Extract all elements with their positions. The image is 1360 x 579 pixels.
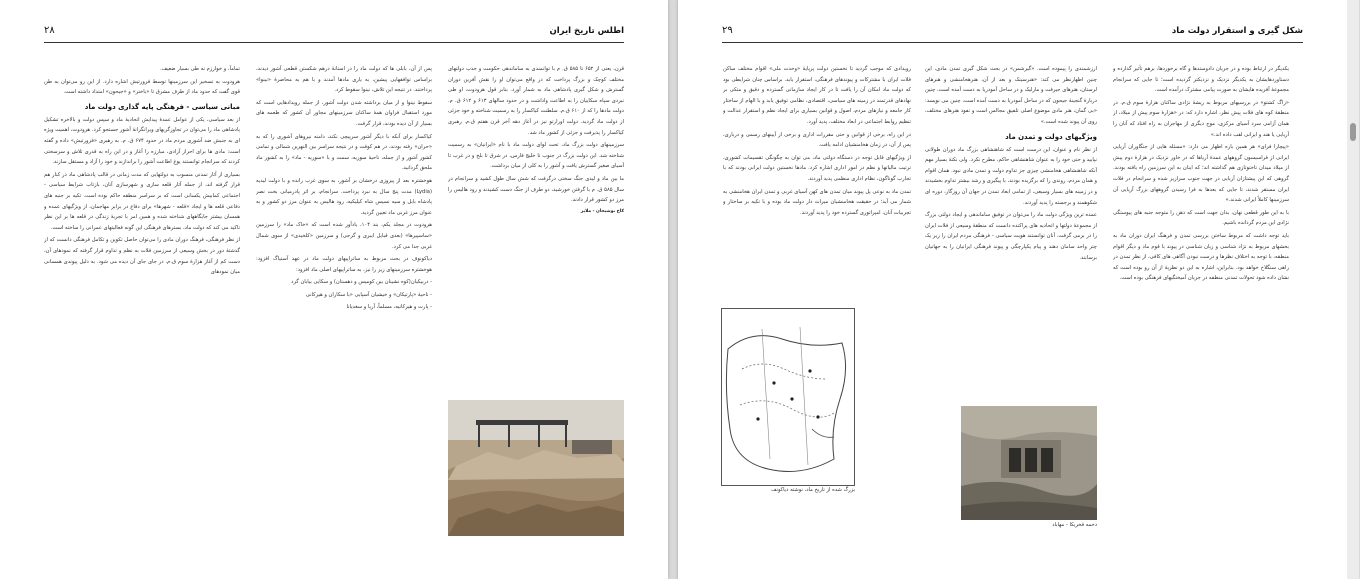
paragraph: ارزشمندی را پیموده است. «گیرشمن» در بحث شکل گیری تمدن مادی، این چنین اظهارنظر می کند: «هنرسینک و بعد از آن، هنرهخامنشی و هنرهای لرستان، هنرهای جیرفت و مارلیک و در ساحل آمودریا به دست آمده است، چنین دربارهٔ گنجینهٔ جیحون که در ساحل آمودریا به دست آمده است، چنین می نویسد: «بی گمان، هنر مادی موضوع اصلی تلفیق مجالس است و نفوذ هنرهای مختلف، روی آن پیوند شده است.» (925, 66, 1097, 125)
paragraph: هرودوت در مجلد یکم، بند ۱۰۴، یادآور شده است که «خاک ماد» را سرزمین «ساسپیرها» (بعدی قبایل ایبری و گرجی) و سرزمین «کلخیدی» از سوی شمال غربی جدا می کرد. (256, 222, 432, 250)
historical-map (721, 308, 855, 486)
paragraph: تمدن ماد به نوعی پل پیوند میان تمدن های کهن آسیای غربی و تمدن ایران هخامنشی به شمار می آید؛ در حقیقت هخامنشیان میراث دار دولت ماد بوده و با تکیه بر ساختار و تجربیات آنان، امپراتوری گسترده خود را پدید آوردند. (723, 188, 911, 216)
paragraph: کیاکسار برای آنکه با دیگر آشور سرپیچی نکند، دامنه نیروهای آشوری را که به «حران» رفته بودند، در هم کوفت و در نتیجه سراسر بین النهرین شمالی و تمامی کشور آشور و از جمله، ناحیهٔ سوریه، سمت و با «سوریه - ماد» را به کشور ماد ملحق گردانید. (256, 133, 432, 172)
paragraph: «پیچارا فرای» هر همین باره اظهار می دارد: «مسئله هایی از جنگاوران آریایی ایرانی از فراسیسون گروههای عمدهٔ آریاها که در خاور نزدیک در هزارهٔ دوم پیش از میلاد میدان تاختوتازی هم گذاشته اند؛ که اینان به این سرزمین راه یافته بودند. گروهی که این پیشتازان آریایی در جهت جنوب سرازیر شده و سرانجام در فلات ایران مستقر شدند، تا جایی که بعدها به فرا رسیدن گروههای بزرگ آریایی آن سرزمینها کاملاً ایرانی شدند.» (1113, 144, 1289, 204)
page-number: ۲۸ (44, 25, 55, 36)
header-title: شکل گیری و استقرار دولت ماد (1171, 26, 1303, 36)
paragraph: یکدیگر در ارتباط بوده و در جریان دادوستدها و گاه برخوردها، برهم تأثیر گذارده و دستاوردهایشان به یکدیگر نزدیک و نزدیکتر گردیده است؛ تا جایی که سرانجام مجموعهٔ آفریده هایشان به صورت پیامی مشترک درآمده است. (1113, 66, 1289, 94)
paragraph: هرودوت به تسخیر این سرزمینها توسط فرورتیش اشاره دارد. از این رو می‌توان به طن قوی گفت که حدود ماد از طرف مشرق تا «باختر» و «جیحون» امتداد داشته است. (44, 78, 240, 96)
paragraph: سقوط نینوا و از میان برداشته شدن دولت آشور، از جمله رویدادهایی است که مورد استقبال فراوان همهٔ ساکنان سرزمینهای مجاور آن کشور که طعمه های بسیار از آن دیده بودند، قرار گرفت. (256, 99, 432, 127)
page-header (44, 26, 624, 43)
paragraph: «زاگ کشتو» در بررسیهای مربوط به ریشهٔ نژادی ساکنان هزارهٔ سوم ق.م. در منطقهٔ کوه های فلات پیش نظر، اشاره دارد که: در «هزارهٔ سوم پیش از میلاد، از همان آزامی سرد آسیای مرکزی، موج دیگری از مهاجران به راه افتاد که آنان را آریایی یا هند و ایرانی لقب داده اند.» (1113, 99, 1289, 138)
page-header (722, 26, 1303, 43)
text-column-middle (256, 64, 432, 564)
rock-tomb-photo (961, 406, 1097, 520)
text-column-right (1113, 64, 1289, 564)
paragraph: باید توجه داشت که مربوط ساختن بررسی تمدن و فرهنگ ایران دوران ماد به بخشهای مربوط به نژاد شناسی و زبان شناسی در پیوند با قوم ماد و دیگر اقوام منطقه، با توجه به اختلاف نظرها و درست نبودن آگاهی های کافی، از نظر تمدن در راهی سنگلاخ خواهد بود. بنابراین، اشاره به این دو نظریهٔ از آن رو بوده است که نشان داده شود تحولات تمدنی منطقه در جریان آمیختگیهای فرهنگی بوده است. (1113, 232, 1289, 282)
paragraph: - دربیکیان(کوه نشینان بین کومیس و دهستان) و سکایی بیابان گرد (291, 279, 432, 286)
paragraph: رویدادی که موجب گردید تا نخستین دولت پرپایهٔ «وحدت ملی» اقوام مختلف ساکن فلات ایران با مشترکات و پیوندهای فرهنگی، استقرار یابد. براساس چنان شرایطی بود که دولت ماد امکان آن را یافت تا در کار ایجاد سازمانی گسترده و دقیق و متکی بر نهادهای قدرتمند در زمینه های سیاسی، اقتصادی، نظامی توفیق یابد و با الهام از ساختار کار جامعه و نیازهای مردم، اصول و قوانین بسیاری برای ایجاد نظم و استقرار عدالت و تنظیم روابط اجتماعی در ابعاد مختلف، پدید آورد. (723, 66, 911, 125)
text-column-left (44, 64, 240, 564)
paragraph: - ناحیهٔ «پارتیکان» و خیشیان آسپایی «با سکاران و هیرکانی (305, 291, 432, 298)
paragraph: سرزمینهای دولت بزرگ ماد، تحت لوای دولت ماد با نام «ایرانیان» به رسمیت شناخته شد. این دولت بزرگ در جنوب تا خلیج فارس، در شرق تا بلخ و در غرب تا آسیای صغیر گسترش یافت و آشور را به کلی از میان برداشت. (448, 142, 624, 170)
paragraph: از ویژگیهای قابل توجه در دستگاه دولتی ماد، می توان به چگونگی تقسیمات کشوری، ترتیب مالیاتها و نظم در امور اداری اشاره کرد. مادها نخستین دولت ایرانی بودند که با تجارب گوناگون، نظام اداری منظمی پدید آوردند. (723, 154, 911, 182)
page-number: ۲۹ (722, 25, 733, 36)
paragraph: - پارت و هیرکانیه، مسلماً، آریا و سغدیانا (346, 304, 432, 311)
ruins-image (448, 400, 624, 536)
rock-tomb-image (961, 406, 1097, 520)
paragraph: تمامآ، و خوارزم نه طی بسیار ضعیف. (160, 66, 240, 72)
right-page (678, 0, 1347, 579)
paragraph: دیاکونوف در بحث مربوط به ساتراپیهای دولت ماد در عهد آستیاگ افزود: هوخشتره سرزمینهای زیر را نیز، به ساتراپیهای اصلی ماد افزود: (256, 256, 432, 273)
header-title: اطلس تاریخ ایران (549, 26, 624, 36)
photo-caption: کاخ نوشیجان - ملایر (580, 208, 624, 214)
scrollbar-thumb[interactable] (1350, 123, 1356, 141)
photo-caption: دخمه فخریکا - مهاباد (1052, 522, 1097, 528)
paragraph: از نظر نام و عنوان، این درست است که شاهنشاهی بزرگ ماد دوران طولانی نپایید و حتی خود را به عنوان شاهنشاهی حاکم، مطرح نکرد. ولی نکتهٔ بسیار مهم آنکه شاهنشاهی هخامنشی چیزی جز تداوم دولت و تمدن مادی نبود. همان اقوام و همان مردم، روندی را که برگزیده بودند، با پیگیری و رشد بیشتر تداوم بخشیدند و در زمینه های بسیار وسیعی، از تمامی ابعاد تمدن در جهان آن روزگار، دوره ای شکوهمند و برجسته را پدید آوردند. (925, 146, 1097, 206)
vertical-scrollbar[interactable] (1347, 0, 1359, 579)
left-page (0, 0, 668, 579)
section-heading: مبانی سیاسی - فرهنگی پایه گذاری دولت ماد (84, 102, 240, 111)
paragraph: عمده ترین ویژگی دولت ماد را می‌توان در توفیق ساماندهی و ایجاد دولتی بزرگ از مجموعهٔ دولتها و اتحادیه های پراکنده دانست که منطقهٔ وسیعی از فلات ایران را در برمی گرفت. آنان توانستند هویت سیاسی - فرهنگی مردم ایران را زیر یک چتر واحد سامان دهند و پیام یکپارچگی و پیوند فرهنگی ایرانیان را به جهانیان برسانند. (925, 212, 1097, 261)
palace-ruins-photo (448, 400, 624, 536)
paragraph: بسیاری از آثار تمدنی منسوب به دولتهایی که مدت زمانی در قالب پادشاهی ماد در کنار هم قرار گرفته اند، از جمله آثار قلعه سازی و شهرسازی آنان، بازتاب شرایط سیاسی - اجتماعی کمابیش یکسانی است که بر سراسر منطقه حاکم بوده است. تکیه بر جنبه های دفاعی قلعه ها و ایجاد «قلعه - شهرها» برای دفاع در برابر مهاجمان، از ویژگیهای عمده و همسان بیشتر جایگاههای شناخته شده و همین امر با تجربهٔ زندگی در قلعه ها بر این نظر تاکید می کند که دولت ماد، بسترهای فرهنگی این گونه فعالیتهای عمرانی را ساخته است. (44, 171, 240, 231)
paragraph: از نظر فرهنگی، فرهنگ دوران مادی را می‌توان حاصل تکوین و تکامل فرهنگی دانست که از گذشتهٔ دور در بخش وسیعی از سرزمین فلات به نظم و تداوم قرار گرفته که نمودهای آن، دست کم از آغاز هزارهٔ سوم ق.م. در جای جای آن دیده می شود. به دلیل پیوندی همسانی میان نمودهای (44, 237, 240, 276)
section-heading: ویژگیهای دولت و تمدن ماد (1005, 132, 1097, 141)
paragraph: ما بین ماد و لیدی جنگ سختی درگرفت که شش سال طول کشید و سرانجام در سال ۵۸۵ ق. م با گرفتن خورشید، دو طرف از جنگ دست کشیدند و رود هالیس را مرز دو کشور قرار دادند. (448, 175, 624, 204)
paragraph: پس از آن، بابلی ها که دولت ماد را در استانهٔ درهم شکستن قطعی آشور دیدند، براساس توافقهایی پیشین، به یاری مادها آمدند و با هم به محاصرهٔ «نینوا» پرداختند. در نتیجه این تلاش، نینوا سقوط کرد. (256, 66, 432, 94)
map-caption: بزرگ شده از تاریخ ماد، نوشته دیاکونف (771, 487, 855, 493)
map-outline (722, 309, 854, 485)
text-column-middle (925, 64, 1097, 404)
paragraph: با به این طور قطعی نهان، بدان جهت است که ذهن را متوجه جنبه های پیوستگی نژادی این مردم گردانده باشیم. (1113, 209, 1289, 227)
paragraph: قرن، یعنی از ۶۵۲ تا ۵۸۵ ق. م با توانمندی به ساماندهی حکومت و جذب دولتهای مختلف کوچک و بزرگ پرداخت که در واقع می‌توان او را نقش آفرین دوران گسترش و شکل گیری پادشاهی ماد به شمار آورد. بنابر قول هرودوت، او طی نبردی سپاه سکاییان را به اطاعت واداشت و در حدود سالهای ۶۱۳ و ۶۱۲ ق. م. دولت مادها را که از ۶۱۰ ق.م. سلطنت کیاکسار را به رسمیت شناخته و خود جزئی از دولت ماد گردید. دولت اورارتو نیز در آغاز دهه آخر قرن هفتم ق.م. رهبری کیاکسار را پذیرفت و جزئی از کشور ماد شد. (448, 66, 624, 136)
paragraph: از بعد سیاسی، یکی از عوامل عمدهٔ پیدایش اتحادیهٔ ماد و سپس دولت و بالاخره تشکیل پادشاهی ماد را می‌توان در تجاوزگریهای ویرانگرانهٔ آشور جستجو کرد. هرودوت، اهمیت ویژه ای به جنبش ضد آشوری مردم ماد در حدود ۶۷۴ ق. م. به رهبری «فرورتیش» داده و گفته است: مادی ها برای احراز آزادی، مبارزه را آغاز و در این راه به قدری تلاش و سرسختی کردند که سرانجام توانستند یوغ اطاعت آشور را براندازند و خود را آزاد و مستقل سازند. (44, 116, 240, 166)
paragraph: هوخشتره بعد از پیروزی درخشان بر آشور، به سوی غرب رانده و با دولت لیدیه (Lydia) مدت پنج سال به نبرد پرداخت. سرانجام، بر اثر پادرمیانی بخت نصر پادشاه بابل و سیه نسیس شاه کیلیکیه، رود هالیس به عنوان مرز دو کشور و به عنوان مرز غربی ماد تعیین گردید. (256, 177, 432, 216)
paragraph: در این راه، برخی از قوانین و حتی مقررات اداری و برخی از آیینهای رسمی و درباری، پس از آن، در زمان هخامنشیان ادامه یافت. (723, 131, 911, 149)
